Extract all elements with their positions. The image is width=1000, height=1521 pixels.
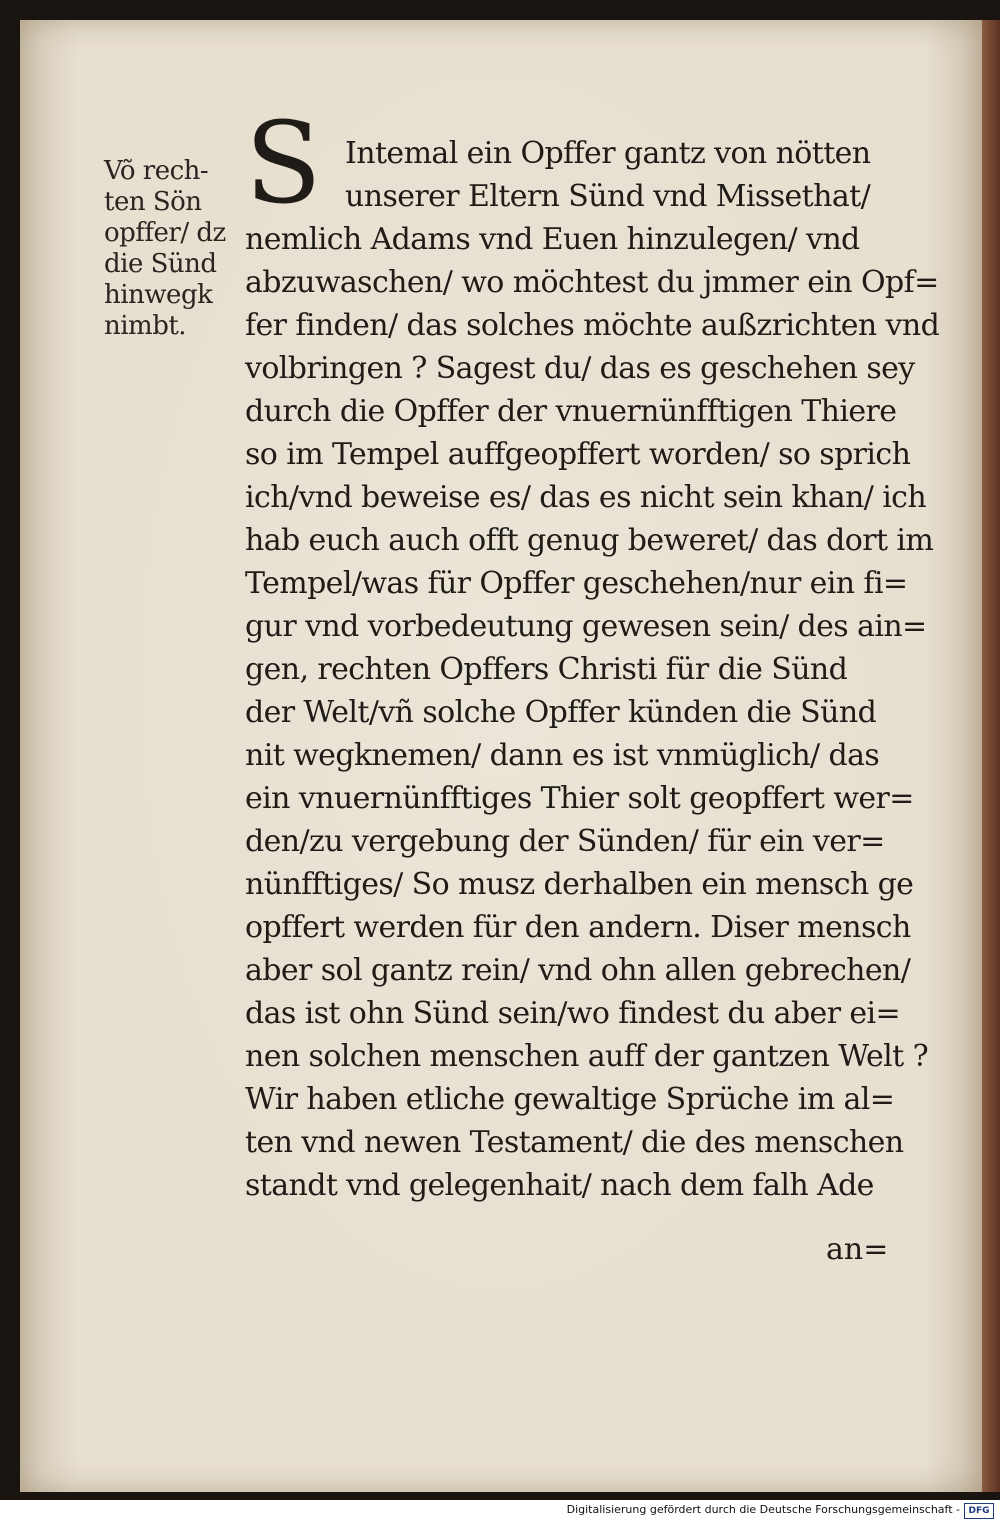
book-edge xyxy=(982,20,1000,1492)
footer xyxy=(0,1500,1000,1521)
text-line: aber sol gantz rein/ vnd ohn allen gebrechen/ xyxy=(245,953,911,988)
text-line: nen solchen menschen auff der gantzen Welt ? xyxy=(245,1039,929,1074)
text-line: hab euch auch offt genug beweret/ das dort im xyxy=(245,523,934,558)
text-line: gur vnd vorbedeutung gewesen sein/ des ain= xyxy=(245,609,927,644)
dfg-logo: DFG xyxy=(964,1503,994,1519)
text-line: nit wegknemen/ dann es ist vnmüglich/ das xyxy=(245,738,880,773)
text-line: Tempel/was für Opffer geschehen/nur ein fi= xyxy=(245,566,908,601)
margin-note-line: nimbt. xyxy=(104,311,187,341)
text-line: den/zu vergebung der Sünden/ für ein ver= xyxy=(245,824,885,859)
text-line: nemlich Adams vnd Euen hinzulegen/ vnd xyxy=(245,222,860,257)
text-line: nünfftiges/ So musz derhalben ein mensch ge xyxy=(245,867,914,902)
text-line: ten vnd newen Testament/ die des menschen xyxy=(245,1125,904,1160)
margin-note-line: hinwegk xyxy=(104,280,213,310)
margin-note-line: ten Sön xyxy=(104,187,202,217)
text-line: durch die Opffer der vnuernünfftigen Thiere xyxy=(245,394,897,429)
text-line: opffert werden für den andern. Diser mensch xyxy=(245,910,911,945)
text-line: abzuwaschen/ wo möchtest du jmmer ein Opf= xyxy=(245,265,939,300)
text-line: unserer Eltern Sünd vnd Missethat/ xyxy=(345,179,871,214)
margin-note xyxy=(104,156,244,342)
text-line: gen, rechten Opffers Christi für die Sünd xyxy=(245,652,848,687)
text-line: der Welt/vñ solche Opffer künden die Sünd xyxy=(245,695,877,730)
text-line: standt vnd gelegenhait/ nach dem falh Ade xyxy=(245,1168,874,1203)
margin-note-line: opffer/ dz xyxy=(104,218,226,248)
text-line: Intemal ein Opffer gantz von nötten xyxy=(345,136,871,171)
drop-cap: S xyxy=(245,99,322,229)
text-line: volbringen ? Sagest du/ das es geschehen sey xyxy=(245,351,915,386)
funding-notice: Digitalisierung gefördert durch die Deutsche Forschungsgemeinschaft - xyxy=(566,1503,960,1516)
text-line: so im Tempel auffgeopffert worden/ so sprich xyxy=(245,437,911,472)
catchword: an= xyxy=(826,1232,889,1267)
text-line: fer finden/ das solches möchte außzrichten vnd xyxy=(245,308,940,343)
text-line: Wir haben etliche gewaltige Sprüche im al= xyxy=(245,1082,895,1117)
text-line: ich/vnd beweise es/ das es nicht sein khan/ ich xyxy=(245,480,927,515)
margin-note-line: die Sünd xyxy=(104,249,217,279)
text-line: das ist ohn Sünd sein/wo findest du aber ei= xyxy=(245,996,901,1031)
margin-note-line: Võ rech- xyxy=(104,156,209,186)
text-line: ein vnuernünfftiges Thier solt geopffert wer= xyxy=(245,781,914,816)
body-text xyxy=(245,132,940,1207)
